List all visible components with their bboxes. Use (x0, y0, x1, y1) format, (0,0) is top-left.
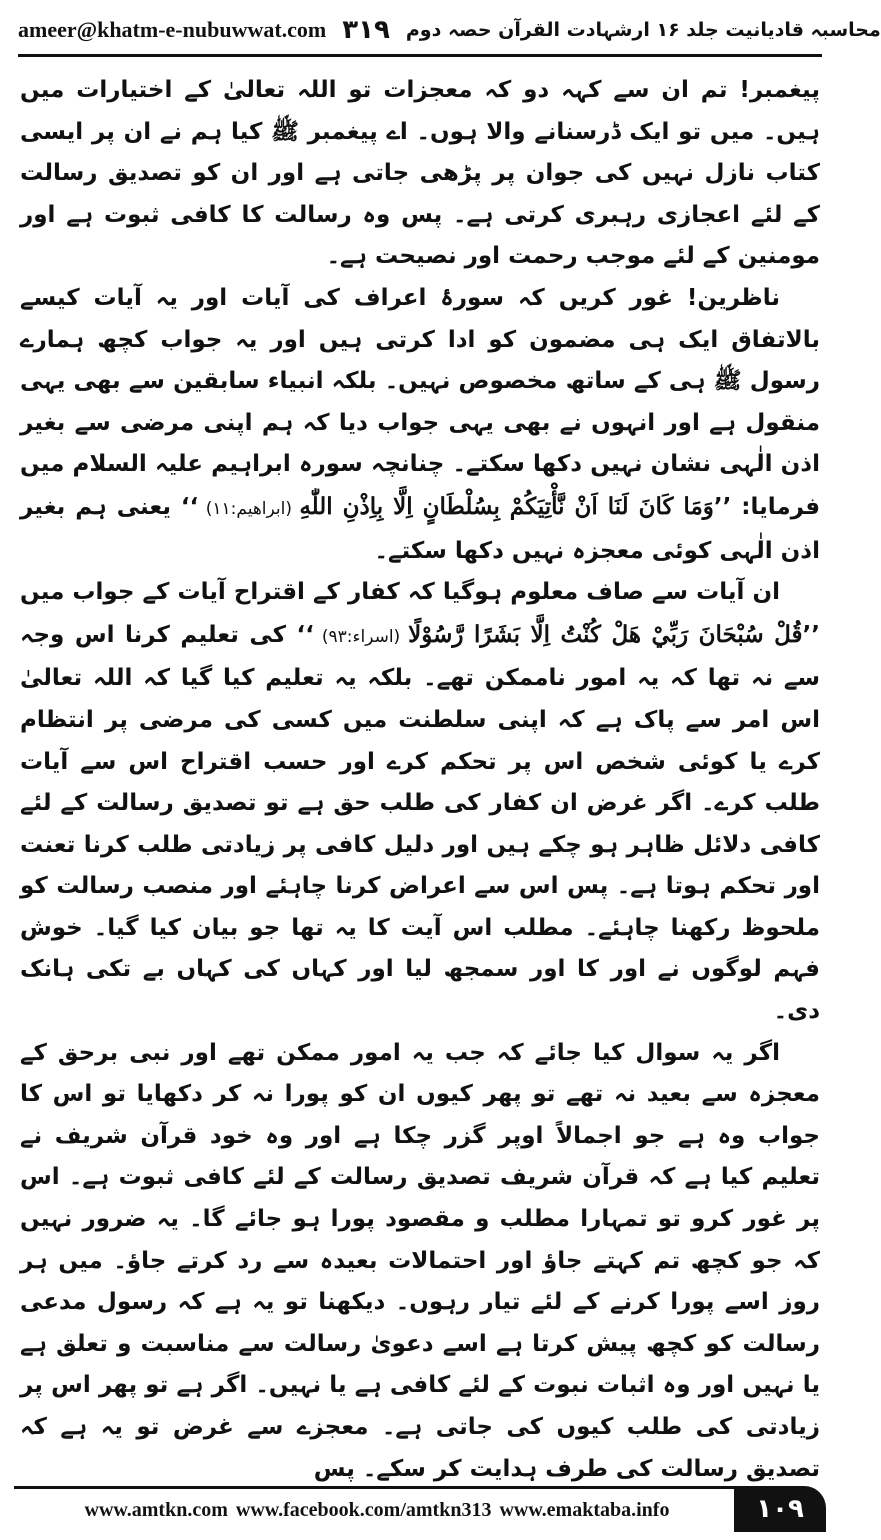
footer-link[interactable]: www.amtkn.com (84, 1499, 228, 1521)
paragraph (20, 70, 820, 278)
footer-page-number: ۱۰۹ (734, 1486, 826, 1532)
page-footer (14, 1486, 826, 1532)
header-page-number: ۳۱۹ (342, 15, 390, 45)
footer-links (14, 1486, 734, 1532)
verse-reference: (اسراء:۹۳) (313, 626, 409, 647)
verse-reference: (ابراھیم:۱۱) (198, 498, 300, 519)
paragraph (20, 572, 820, 1033)
header-email[interactable]: ameer@khatm-e-nubuwwat.com (18, 17, 327, 42)
text-run: ان آیات سے صاف معلوم ہوگیا کہ کفار کے اقتراح آیات کے جواب میں ’’ (20, 579, 821, 648)
text-run: ‘‘ یعنی ہم بغیر اذن الٰہی کوئی معجزہ نہیں دکھا سکتے۔ (20, 493, 820, 564)
quran-verse: قُلْ سُبْحَانَ رَبِّيْ هَلْ كُنْتُ اِلَّا بَشَرًا رَّسُوْلًا (408, 620, 803, 648)
paragraph (20, 278, 820, 572)
text-run: پیغمبر! تم ان سے کہہ دو کہ معجزات تو اللہ تعالیٰ کے اختیارات میں ہیں۔ میں تو ایک ڈرسنانے والا ہوں۔ اے پیغمبر ﷺ کیا ہم نے ان پر ایسی کتاب نازل نہیں کی جوان پر پڑھی جاتی ہے اور ان کو تصدیق رسالت کے لئے اعجازی رہبری کرتی ہے۔ پس وہ رسالت کا کافی ثبوت ہے اور مومنین کے لئے موجب رحمت اور نصیحت ہے۔ (20, 77, 820, 270)
footer-link[interactable]: www.facebook.com/amtkn313 (235, 1499, 492, 1521)
quran-verse: وَمَا كَانَ لَنَا اَنْ نَّأْتِيَكُمْ بِسُلْطَانٍ اِلَّا بِاِذْنِ اللّٰهِ (299, 492, 714, 520)
text-run: ‘‘ کی تعلیم کرنا اس وجہ سے نہ تھا کہ یہ امور ناممکن تھے۔ بلکہ یہ تعلیم کیا گیا کہ اللہ تعالیٰ اس امر سے پاک ہے کہ اپنی سلطنت میں کسی کی مرضی پر انتظام کرے یا کوئی شخص اس پر تحکم کرے اور حسب اقتراح اس سے آیات طلب کرے۔ اگر غرض ان کفار کی طلب حق ہے تو تصدیق رسالت کے لئے کافی دلائل ظاہر ہو چکے ہیں اور دلیل کافی پر زیادتی طلب کرنا تعنت اور تحکم ہوتا ہے۔ پس اس سے اعراض کرنا چاہئے اور منصب رسالت کو ملحوظ رکھنا چاہئے۔ مطلب اس آیت کا یہ تھا جو بیان کیا گیا۔ خوش فہم لوگوں نے اور کا اور سمجھ لیا اور کہاں کی کہاں بے تکی ہانک دی۔ (20, 621, 820, 1025)
header-title: محاسبہ قادیانیت جلد ۱۶ ارشہادت القرآن حصہ دوم (405, 19, 881, 41)
page-header (18, 10, 881, 50)
footer-link[interactable]: www.emaktaba.info (499, 1499, 670, 1521)
header-divider (18, 54, 822, 57)
text-run: ناظرین! غور کریں کہ سورۂ اعراف کی آیات اور یہ آیات کیسے بالاتفاق ایک ہی مضمون کو ادا کرتی ہیں اور یہ جواب کچھ ہمارے رسول ﷺ ہی کے ساتھ مخصوص نہیں۔ بلکہ انبیاء سابقین سے بھی یہی منقول ہے اور انہوں نے بھی یہی جواب دیا کہ ہم اپنی مرضی سے بغیر اذن الٰہی نشان نہیں دکھا سکتے۔ چنانچہ سورہ ابراہیم علیہ السلام میں فرمایا: ’’ (20, 284, 821, 520)
page-body (20, 70, 821, 1482)
text-run: اگر یہ سوال کیا جائے کہ جب یہ امور ممکن تھے اور نبی برحق کے معجزہ سے بعید نہ تھے تو پھر کیوں ان کو پورا نہ کر دکھایا تو اس کا جواب وہ ہے جو اجمالاً اوپر گزر چکا ہے اور وہ خود قرآن شریف نے تعلیم کیا ہے کہ قرآن شریف تصدیق رسالت کے لئے کافی ثبوت ہے۔ اس پر غور کرو تو تمہارا مطلب و مقصود پورا ہو جائے گا۔ یہ ضرور نہیں کہ جو کچھ تم کہتے جاؤ اور احتمالات بعیدہ سے رد کرتے جاؤ۔ میں ہر روز اسے پورا کرنے کے لئے تیار رہوں۔ دیکھنا تو یہ ہے کہ رسول مدعی رسالت کو کچھ پیش کرتا ہے اسے دعویٰ رسالت سے مناسبت و تعلق ہے یا نہیں اور وہ اثبات نبوت کے لئے کافی ہے یا نہیں۔ اگر ہے تو پھر اس پر زیادتی کی طلب کیوں کی جاتی ہے۔ معجزے سے غرض تو یہ ہے کہ تصدیق رسالت کی طرف ہدایت کر سکے۔ پس (20, 1039, 820, 1482)
paragraph (20, 1033, 820, 1491)
